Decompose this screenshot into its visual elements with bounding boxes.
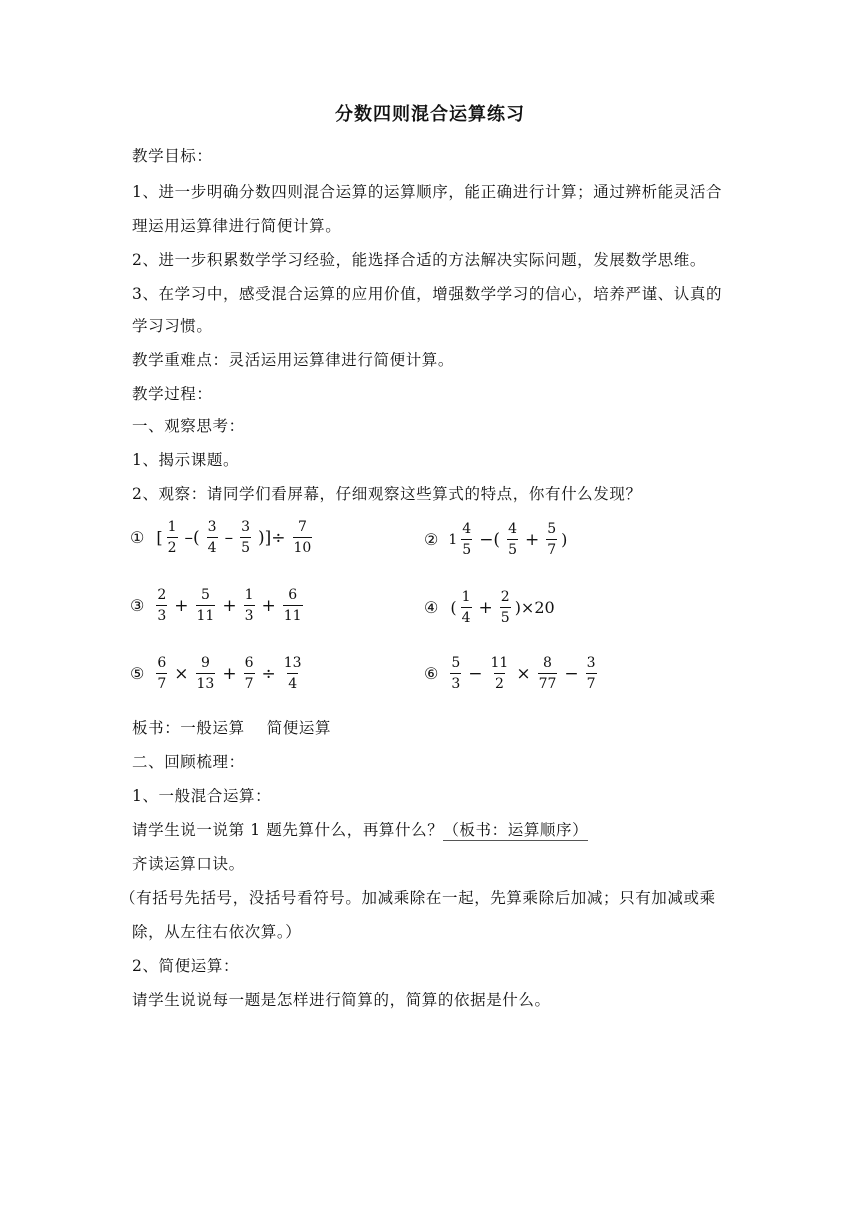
- section-2-item-1-question: [132, 818, 588, 840]
- section-1-item-1: 1、揭示课题。: [132, 451, 240, 469]
- paren-open: (: [450, 598, 457, 617]
- expression-marker: ⑤: [130, 664, 145, 683]
- fraction: [207, 520, 218, 555]
- denominator: 5: [500, 607, 511, 625]
- goal-1-line-1: 1、进一步明确分数四则混合运算的运算顺序，能正确进行计算；通过辨析能灵活合: [132, 183, 723, 201]
- fraction: [450, 656, 461, 691]
- expression-2: [424, 522, 569, 557]
- operator: +: [174, 595, 189, 616]
- fraction: [244, 656, 255, 691]
- goal-1-line-2: 理运用运算律进行简便计算。: [132, 217, 342, 235]
- bracket-open: [: [156, 528, 163, 547]
- expression-marker: ②: [424, 530, 439, 549]
- numerator: 7: [297, 519, 307, 535]
- chant-line: 齐读运算口诀。: [132, 855, 245, 873]
- section-2-item-1: 1、一般混合运算：: [132, 787, 272, 805]
- fraction: [283, 588, 303, 623]
- numerator: 11: [490, 655, 509, 671]
- operator: −: [468, 663, 483, 684]
- numerator: 5: [547, 521, 557, 537]
- numerator: 9: [200, 655, 210, 671]
- paren-close: ): [561, 530, 568, 549]
- fraction: [283, 656, 303, 691]
- section-2-item-2: 2、简便运算：: [132, 957, 240, 975]
- denominator: 11: [283, 605, 303, 623]
- board-order-note: （板书：运算顺序）: [443, 821, 589, 839]
- denominator: 7: [156, 673, 167, 691]
- numerator: 4: [508, 521, 517, 537]
- denominator: 3: [244, 605, 255, 623]
- expression-marker: ③: [130, 596, 145, 615]
- expression-6: [424, 656, 599, 691]
- fraction: [156, 588, 167, 623]
- fraction: [538, 656, 558, 691]
- numerator: 3: [207, 519, 217, 535]
- numerator: 1: [167, 519, 177, 535]
- operator: ×: [516, 663, 531, 684]
- denominator: 3: [450, 673, 461, 691]
- operator: +: [478, 597, 493, 618]
- page-title: 分数四则混合运算练习: [335, 104, 525, 125]
- denominator: 4: [461, 607, 472, 625]
- key-points: 教学重难点：灵活运用运算律进行简便计算。: [132, 351, 455, 369]
- operator: ÷: [261, 663, 276, 684]
- denominator: 4: [287, 673, 298, 691]
- denominator: 7: [546, 539, 557, 557]
- denominator: 2: [167, 537, 178, 555]
- goal-2: 2、进一步积累数学学习经验，能选择合适的方法解决实际问题，发展数学思维。: [132, 251, 706, 269]
- expression-5: [130, 656, 305, 691]
- numerator: 13: [283, 655, 302, 671]
- numerator: 3: [586, 655, 596, 671]
- operator: +: [222, 663, 237, 684]
- fraction: [167, 520, 178, 555]
- denominator: 77: [538, 673, 558, 691]
- whole-number: 1: [448, 531, 458, 548]
- numerator: 1: [244, 587, 254, 603]
- denominator: 2: [494, 673, 505, 691]
- operator: ×: [174, 663, 189, 684]
- numerator: 5: [200, 587, 210, 603]
- section-1-heading: 一、观察思考：: [132, 417, 245, 435]
- numerator: 1: [461, 589, 471, 605]
- fraction: [244, 588, 255, 623]
- fraction: [586, 656, 597, 691]
- operator: –: [224, 527, 234, 548]
- denominator: 7: [244, 673, 255, 691]
- expression-marker: ④: [424, 598, 439, 617]
- goal-3-line-2: 学习习惯。: [132, 317, 213, 335]
- numerator: 2: [500, 589, 510, 605]
- paren-close-times: )×20: [514, 598, 555, 617]
- denominator: 7: [586, 673, 597, 691]
- fraction: [546, 522, 557, 557]
- fraction: [293, 520, 313, 555]
- expression-3: [130, 588, 305, 623]
- fraction: [500, 590, 511, 625]
- numerator: 8: [543, 655, 552, 671]
- operator: −: [564, 663, 579, 684]
- board-simple: 简便运算: [266, 719, 332, 737]
- operator: +: [261, 595, 276, 616]
- operator: –(: [184, 527, 200, 548]
- fraction: [490, 656, 510, 691]
- operator: −(: [479, 529, 501, 550]
- denominator: 4: [207, 537, 218, 555]
- fraction: [156, 656, 167, 691]
- fraction: [507, 522, 518, 557]
- numerator: 5: [451, 655, 461, 671]
- expression-1: [130, 520, 314, 555]
- expression-marker: ①: [130, 528, 145, 547]
- denominator: 5: [240, 537, 251, 555]
- denominator: 13: [196, 673, 216, 691]
- numerator: 6: [288, 587, 298, 603]
- denominator: 11: [196, 605, 216, 623]
- operator: +: [222, 595, 237, 616]
- operator: +: [525, 529, 540, 550]
- numerator: 3: [241, 519, 250, 535]
- fraction: [461, 590, 472, 625]
- section-1-item-2: 2、观察：请同学们看屏幕，仔细观察这些算式的特点，你有什么发现？: [132, 485, 642, 503]
- rule-line-2: 除，从左往右依次算。）: [132, 923, 302, 941]
- denominator: 5: [461, 539, 472, 557]
- question-text: 请学生说一说第 1 题先算什么，再算什么？: [132, 821, 444, 839]
- expression-4: [424, 590, 557, 625]
- board-note-1: [132, 716, 331, 738]
- process-heading: 教学过程：: [132, 385, 213, 403]
- numerator: 6: [244, 655, 254, 671]
- denominator: 5: [507, 539, 518, 557]
- denominator: 10: [293, 537, 313, 555]
- operator: )]÷: [258, 527, 286, 548]
- numerator: 6: [157, 655, 167, 671]
- fraction: [461, 522, 472, 557]
- fraction: [196, 656, 216, 691]
- fraction: [240, 520, 251, 555]
- numerator: 4: [462, 521, 472, 537]
- denominator: 3: [156, 605, 167, 623]
- section-2-heading: 二、回顾梳理：: [132, 753, 245, 771]
- section-2-item-2-question: 请学生说说每一题是怎样进行简算的，简算的依据是什么。: [132, 991, 551, 1009]
- goals-heading: 教学目标：: [132, 147, 213, 165]
- rule-line-1: （有括号先括号，没括号看符号。加减乘除在一起，先算乘除后加减；只有加减或乘: [120, 889, 716, 907]
- numerator: 2: [157, 587, 167, 603]
- goal-3-line-1: 3、在学习中，感受混合运算的应用价值，增强数学学习的信心，培养严谨、认真的: [132, 285, 723, 303]
- expression-marker: ⑥: [424, 664, 439, 683]
- board-general: 板书：一般运算: [132, 719, 245, 737]
- fraction: [196, 588, 216, 623]
